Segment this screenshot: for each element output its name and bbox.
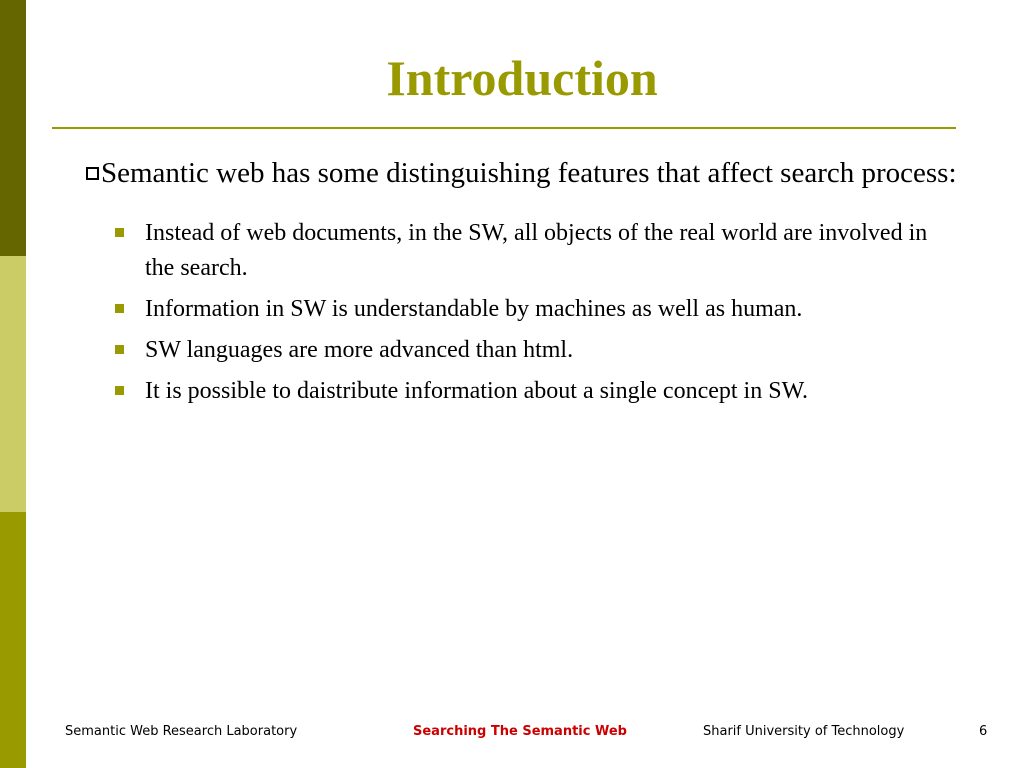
- sub-bullet-item: [145, 216, 960, 286]
- slide-number: 6: [979, 724, 988, 739]
- sub-bullet-list: [90, 216, 960, 409]
- slide-title: Introduction: [386, 50, 658, 106]
- title-divider: [52, 127, 956, 129]
- footer-presentation-title: Searching The Semantic Web: [413, 724, 627, 739]
- sub-bullet-text: Information in SW is understandable by machines as well as human.: [145, 296, 803, 322]
- footer-lab-name: Semantic Web Research Laboratory: [65, 724, 298, 739]
- bullet-text: Semantic web has some distinguishing features that affect search process:: [101, 157, 957, 189]
- sub-bullet-item: [145, 374, 960, 409]
- footer-university: Sharif University of Technology: [703, 724, 905, 739]
- sub-bullet-text: It is possible to daistribute information about a single concept in SW.: [145, 378, 809, 404]
- slide-content: [90, 153, 960, 415]
- sub-bullet-text: SW languages are more advanced than html.: [145, 337, 574, 363]
- sidebar-segment-light: [0, 256, 26, 512]
- sidebar-segment-olive: [0, 512, 26, 768]
- sub-bullet-item: [145, 333, 960, 368]
- decorative-sidebar: [0, 0, 26, 768]
- solid-square-bullet-icon: [115, 304, 124, 313]
- solid-square-bullet-icon: [115, 386, 124, 395]
- solid-square-bullet-icon: [115, 228, 124, 237]
- sidebar-segment-dark: [0, 0, 26, 256]
- solid-square-bullet-icon: [115, 345, 124, 354]
- sub-bullet-text: Instead of web documents, in the SW, all objects of the real world are involved in the search.: [145, 220, 928, 281]
- sub-bullet-item: [145, 292, 960, 327]
- bullet-level-1: [90, 153, 960, 193]
- hollow-square-bullet-icon: [86, 167, 99, 180]
